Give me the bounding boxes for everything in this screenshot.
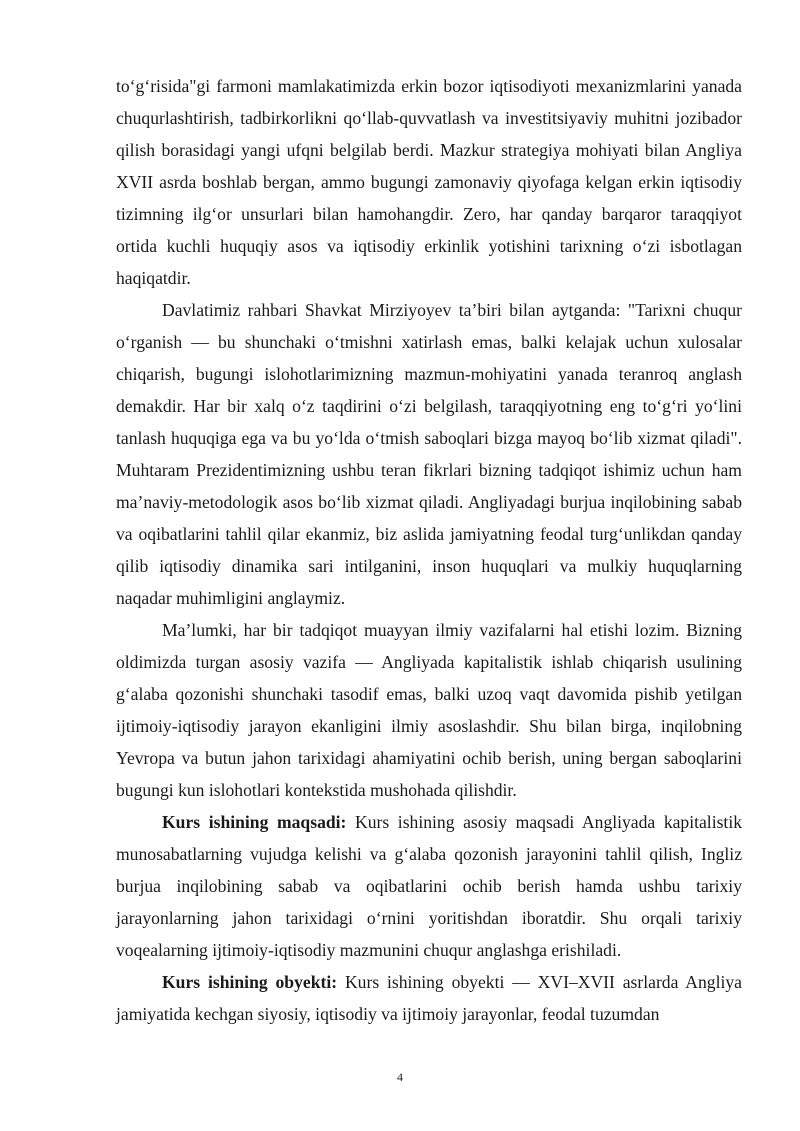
object-heading: Kurs ishining obyekti: (162, 972, 338, 992)
object-text: Kurs ishining obyekti — XVI–XVII asrlarda Angliya jamiyatida kechgan siyosiy, iqtisodiy va ijtimoiy jarayonlar, feodal tuzumdan (116, 972, 742, 1024)
page-number: 4 (397, 1070, 403, 1084)
goal-heading: Kurs ishining maqsadi: (162, 812, 347, 832)
paragraph-3 (116, 614, 742, 806)
paragraph-object (116, 966, 742, 1030)
goal-text: Kurs ishining asosiy maqsadi Angliyada kapitalistik munosabatlarning vujudga kelishi va g‘alaba qozonish jarayonini tahlil qilish, Ingliz burjua inqilobining sabab va oqibatlarini ochib berish hamda ushbu tarixiy jarayonlarning jahon tarixidagi o‘rnini yoritishdan iboratdir. Shu orqali tarixiy voqealarning ijtimoiy-iqtisodiy mazmunini chuqur anglashga erishiladi. (116, 812, 743, 960)
paragraph-2 (116, 294, 742, 614)
paragraph-goal (116, 806, 742, 966)
paragraph-1 (116, 70, 742, 294)
paragraph-1-text: to‘g‘risida"gi farmoni mamlakatimizda erkin bozor iqtisodiyoti mexanizmlarini yanada chuqurlashtirish, tadbirkorlikni qo‘llab-quvvatlash va investitsiyaviy muhitni jozibador qilish borasidagi yangi ufqni belgilab berdi. Mazkur strategiya mohiyati bilan Angliya XVII asrda boshlab bergan, ammo bugungi zamonaviy qiyofaga kelgan erkin iqtisodiy tizimning ilg‘or unsurlari bilan hamohangdir. Zero, har qanday barqaror taraqqiyot ortida kuchli huquqiy asos va iqtisodiy erkinlik yotishini tarixning o‘zi isbotlagan haqiqatdir. (116, 76, 742, 288)
paragraph-2-text: Davlatimiz rahbari Shavkat Mirziyoyev ta’biri bilan aytganda: "Tarixni chuqur o‘rganish — bu shunchaki o‘tmishni xatirlash emas, balki kelajak uchun xulosalar chiqarish, bugungi islohotlarimizning mazmun-mohiyatini yanada teranroq anglash demakdir. Har bir xalq o‘z taqdirini o‘zi belgilash, taraqqiyotning eng to‘g‘ri yo‘lini tanlash huquqiga ega va bu yo‘lda o‘tmish saboqlari bizga mayoq bo‘lib xizmat qiladi". Muhtaram Prezidentimizning ushbu teran fikrlari bizning tadqiqot ishimiz uchun ham ma’naviy-metodologik asos bo‘lib xizmat qiladi. Angliyadagi burjua inqilobining sabab va oqibatlarini tahlil qilar ekanmiz, biz aslida jamiyatning feodal turg‘unlikdan qanday qilib iqtisodiy dinamika sari intilganini, inson huquqlari va mulkiy huquqlarning naqadar muhimligini anglaymiz. (116, 300, 742, 608)
paragraph-3-text: Ma’lumki, har bir tadqiqot muayyan ilmiy vazifalarni hal etishi lozim. Bizning oldimizda turgan asosiy vazifa — Angliyada kapitalistik ishlab chiqarish usulining g‘alaba qozonishi shunchaki tasodif emas, balki uzoq vaqt davomida pishib yetilgan ijtimoiy-iqtisodiy jarayon ekanligini ilmiy asoslashdir. Shu bilan birga, inqilobning Yevropa va butun jahon tarixidagi ahamiyatini ochib berish, uning bergan saboqlarini bugungi kun islohotlari kontekstida mushohada qilishdir. (116, 620, 742, 800)
page-body (116, 70, 742, 1030)
